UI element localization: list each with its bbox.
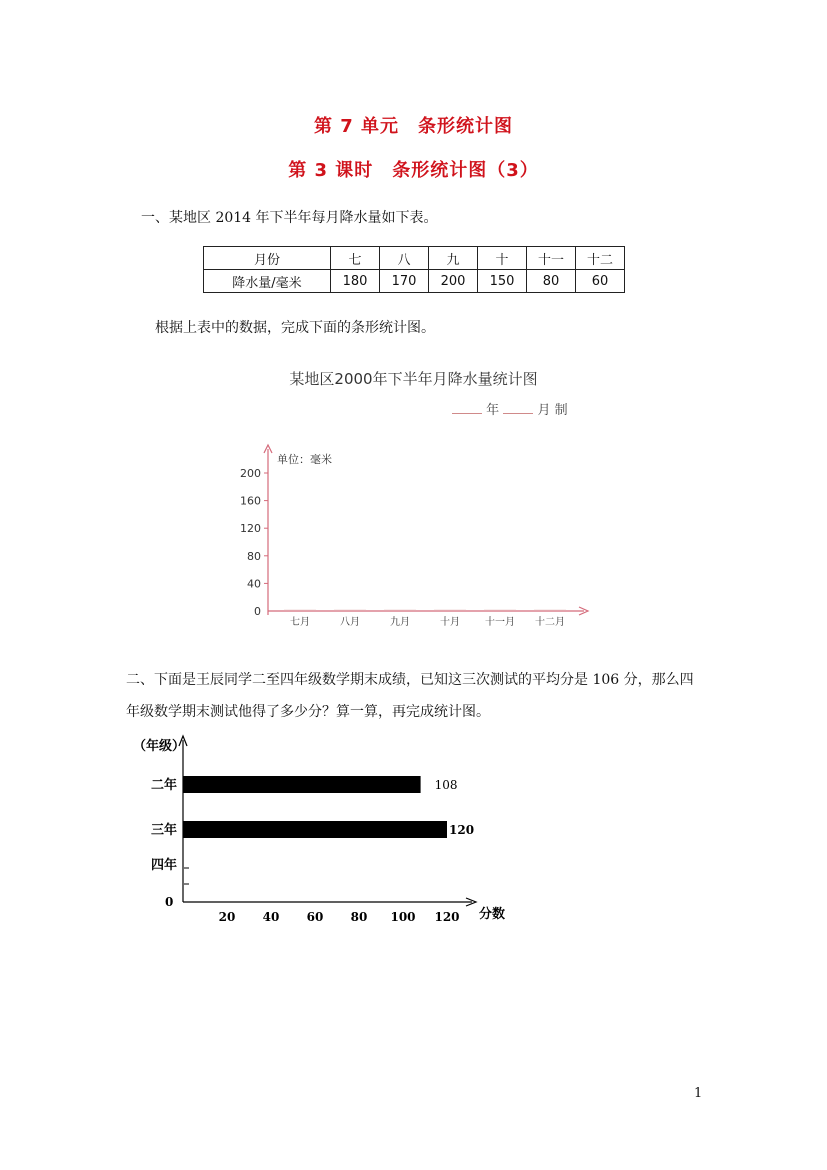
question-1-text: 一、某地区 2014 年下半年每月降水量如下表。 <box>141 210 438 226</box>
maker-year-label: 年 <box>486 403 500 418</box>
x-tick-label: 120 <box>434 910 460 924</box>
table-header-month: 月份 <box>204 247 331 270</box>
bar-value-label: 108 <box>434 778 458 792</box>
x-tick-label: 100 <box>390 910 416 924</box>
table-cell: 80 <box>527 270 576 293</box>
x-tick-label: 九月 <box>390 617 410 628</box>
score-bar <box>183 776 421 793</box>
table-cell: 十一 <box>527 247 576 270</box>
x-tick-label: 八月 <box>340 617 360 628</box>
page-number: 1 <box>694 1086 703 1101</box>
unit-label: 单位：毫米 <box>277 453 332 466</box>
table-cell: 60 <box>576 270 625 293</box>
y-tick-label: 200 <box>240 467 261 480</box>
y-tick-label: 160 <box>240 494 261 508</box>
x-tick-label: 十一月 <box>485 617 515 628</box>
origin-label: 0 <box>165 895 174 909</box>
table-cell: 180 <box>331 270 380 293</box>
bar-value-label: 120 <box>449 823 475 837</box>
x-tick-label: 20 <box>218 910 236 924</box>
x-axis-title: 分数 <box>479 907 506 922</box>
maker-suffix-label: 制 <box>554 403 568 418</box>
table-cell: 150 <box>478 270 527 293</box>
table-cell: 200 <box>429 270 478 293</box>
maker-month-label: 月 <box>537 403 551 418</box>
year-label: 二年 <box>151 778 178 793</box>
score-bar <box>183 821 447 838</box>
year-label: 三年 <box>151 823 178 838</box>
y-axis-title: （年级） <box>133 739 186 754</box>
y-tick-label: 0 <box>254 605 261 618</box>
x-tick-label: 十月 <box>440 617 460 628</box>
table-header-rain: 降水量/毫米 <box>204 270 331 293</box>
x-tick-label: 60 <box>306 910 324 924</box>
year-label: 四年 <box>151 858 178 873</box>
table-cell: 七 <box>331 247 380 270</box>
y-tick-label: 40 <box>247 577 261 591</box>
lesson-title: 第 3 课时 条形统计图（3） <box>288 160 539 181</box>
table-cell: 十二 <box>576 247 625 270</box>
table-cell: 九 <box>429 247 478 270</box>
x-tick-label: 80 <box>350 910 368 924</box>
question-1-instruction: 根据上表中的数据，完成下面的条形统计图。 <box>155 320 435 336</box>
y-tick-label: 120 <box>240 522 261 536</box>
question-2-text-line1: 二、下面是王辰同学二至四年级数学期末成绩，已知这三次测试的平均分是 106 分，那么四 <box>126 672 694 688</box>
question-2-text-line2: 年级数学期末测试他得了多少分？算一算，再完成统计图。 <box>126 704 490 720</box>
table-cell: 十 <box>478 247 527 270</box>
unit-title: 第 7 单元 条形统计图 <box>313 116 514 137</box>
x-tick-label: 七月 <box>290 617 310 628</box>
y-tick-label: 80 <box>247 549 261 563</box>
table-cell: 170 <box>380 270 429 293</box>
x-tick-label: 十二月 <box>535 617 565 628</box>
x-tick-label: 40 <box>262 910 280 924</box>
table-cell: 八 <box>380 247 429 270</box>
rain-chart-title: 某地区2000年下半年月降水量统计图 <box>289 370 538 388</box>
